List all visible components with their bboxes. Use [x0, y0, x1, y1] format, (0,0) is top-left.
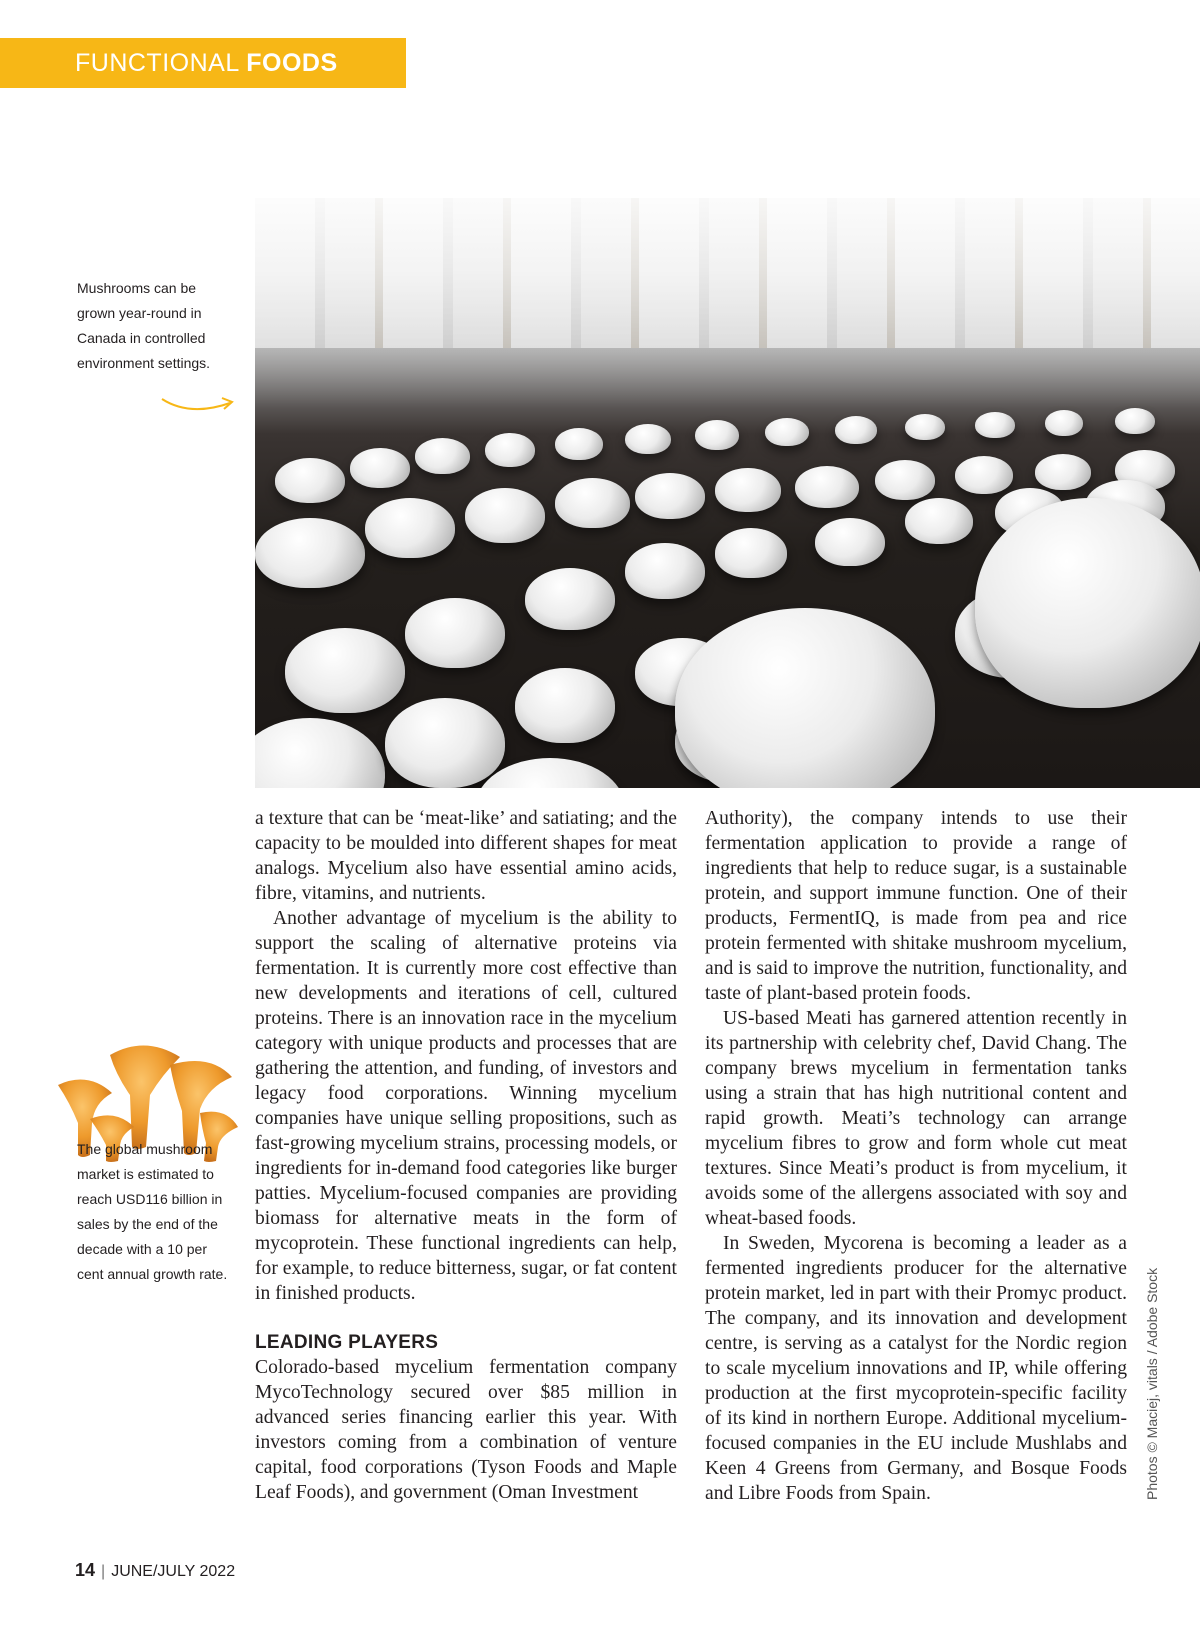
hero-caption: Mushrooms can be grown year-round in Canada in controlled environment settings. [77, 280, 211, 371]
mushroom-cap [1115, 408, 1155, 434]
mushroom-cap [905, 414, 945, 440]
mushroom-cap [555, 478, 630, 528]
market-caption: The global mushroom market is estimated to reach USD116 billion in sales by the end of the decade with a 10 per cent annual growth rate. [77, 1141, 228, 1282]
mushroom-cap [905, 498, 973, 544]
mushroom-cap [975, 412, 1015, 438]
mushroom-cap [635, 473, 705, 519]
mushroom-cap [485, 433, 535, 467]
subheading-leading-players: LEADING PLAYERS [255, 1332, 439, 1353]
mushroom-cap [815, 518, 885, 566]
paragraph: a texture that can be ‘meat-like’ and satiating; and the capacity to be moulded into different shapes for meat analogs. Mycelium also have essential amino acids, fibre, vitamins, and nutrients. [255, 808, 677, 904]
mushroom-cap [795, 466, 859, 508]
mushroom-cap [255, 718, 385, 788]
paragraph: Authority), the company intends to use their fermentation application to provide a range of ingredients that help to reduce sugar, is a sustainable protein, and support immune function. One of their products, FermentIQ, is made from pea and rice protein fermented with shitake mushroom mycelium, and is said to improve the nutrition, functionality, and taste of plant-based protein foods. [705, 808, 1127, 1004]
mushroom-cap [625, 424, 671, 454]
article-column-1 [255, 806, 677, 1505]
mushroom-cap [835, 416, 877, 444]
mushroom-cap [555, 428, 603, 460]
mushroom-cap [415, 438, 470, 474]
mushroom-cap [1035, 454, 1091, 490]
section-label-bold: FOODS [246, 49, 338, 77]
page-number: 14 [75, 1560, 96, 1580]
mushroom-cap [1045, 410, 1083, 436]
mushroom-cap [975, 498, 1200, 708]
mushroom-cap [275, 458, 345, 503]
mushroom-cap [285, 628, 405, 713]
section-label-light: FUNCTIONAL [75, 49, 239, 77]
mushroom-cap [405, 598, 505, 668]
mushroom-cap [675, 608, 935, 788]
mushroom-cap [515, 668, 615, 743]
mushroom-cap [715, 468, 781, 512]
section-tab [0, 38, 406, 88]
paragraph: US-based Meati has garnered attention recently in its partnership with celebrity chef, David Chang. The company brews mycelium in fermentation tanks using a strain that has high nutritional content and rapid growth. Meati’s technology can arrange mycelium fibres to grow and form whole cut meat textures. Since Meati’s product is from mycelium, it avoids some of the allergens associated with soy and wheat-based foods. [705, 1008, 1127, 1229]
paragraph: Colorado-based mycelium fermentation company MycoTechnology secured over $85 million in advanced series financing earlier this year. With investors coming from a combination of venture capital, food corporations (Tyson Foods and Maple Leaf Foods), and government (Oman Investment [255, 1357, 677, 1503]
footer-separator: | [101, 1563, 106, 1580]
mushroom-cap [350, 448, 410, 488]
caption-arrow-icon [160, 393, 240, 423]
mushroom-cap [365, 498, 455, 558]
paragraph: Another advantage of mycelium is the ability to support the scaling of alternative proteins via fermentation. It is currently more cost effective than new developments and iterations of cell, cultured proteins. There is an innovation race in the mycelium category with unique products and processes that are gathering the attention, and funding, of investors and legacy food corporations. Winning mycelium companies have unique selling propositions, such as fast-growing mycelium strains, processing models, or ingredients for in-demand food categories like burger patties. Mycelium-focused companies are providing biomass for alternative meats in the form of mycoprotein. These functional ingredients can help, for example, to reduce bitterness, sugar, or fat content in finished products. [255, 908, 677, 1304]
mushroom-cap [525, 568, 615, 630]
photo-credit: Photos © Maciej, vitals / Adobe Stock [1144, 1267, 1160, 1500]
mushroom-cap [765, 418, 809, 446]
mushroom-cap [955, 456, 1013, 494]
mushroom-cap [875, 460, 935, 500]
photo-haze [255, 198, 1200, 408]
mushroom-cap [255, 518, 365, 588]
hero-photo-mushroom-farm [255, 198, 1200, 788]
mushroom-cap [715, 528, 787, 578]
mushroom-cap [385, 698, 505, 788]
mushroom-cap [695, 420, 739, 450]
mushroom-cap [465, 488, 545, 543]
paragraph: In Sweden, Mycorena is becoming a leader as a fermented ingredients producer for the alternative protein market, led in part with their Promyc product. The company, and its innovation and development centre, is serving as a catalyst for the Nordic region to scale mycelium innovations and IP, while offering production at the first mycoprotein-specific facility of its kind in northern Europe. Additional mycelium-focused companies in the EU include Mushlabs and Keen 4 Greens from Germany, and Bosque Foods and Libre Foods from Spain. [705, 1233, 1127, 1504]
article-column-2 [705, 806, 1127, 1506]
issue-date: JUNE/JULY 2022 [111, 1563, 236, 1580]
page-footer [75, 1560, 235, 1581]
mushroom-cap [625, 543, 705, 599]
